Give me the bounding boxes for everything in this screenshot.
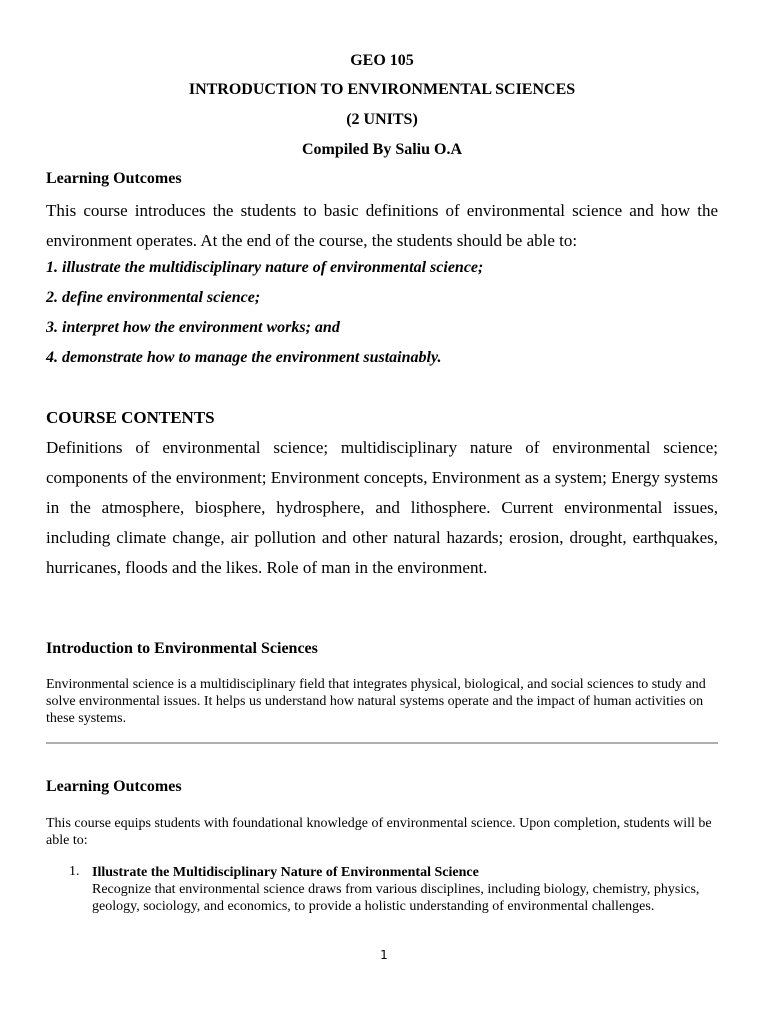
- list-item-text: Recognize that environmental science draws from various disciplines, including biology, chemistry, physics, geology, sociology, and economics, to provide a holistic understanding of environmental challenges.: [92, 882, 700, 914]
- objective-item: 4. demonstrate how to manage the environment sustainably.: [46, 349, 442, 366]
- course-contents-heading: COURSE CONTENTS: [46, 408, 215, 427]
- learning-outcomes-heading: Learning Outcomes: [46, 170, 182, 187]
- learning-outcomes-2-heading: Learning Outcomes: [46, 778, 182, 795]
- learning-outcomes-intro: This course introduces the students to basic definitions of environmental science and how the environment operates. At the end of the course, the students should be able to:: [46, 201, 718, 250]
- list-item-title: Illustrate the Multidisciplinary Nature of Environmental Science: [92, 865, 479, 880]
- course-contents-text: Definitions of environmental science; multidisciplinary nature of environmental science; components of the environment; Environment concepts, Environment as a system; Energy systems in the atmosphere, biosphere, hydrosphere, and lithosphere. Current environmental issues, including climate change, air pollution and other natural hazards; erosion, drought, earthquakes, hurricanes, floods and the likes. Role of man in the environment.: [46, 438, 718, 577]
- course-units: (2 UNITS): [346, 111, 418, 128]
- course-code: GEO 105: [350, 52, 414, 69]
- page-number: 1: [380, 948, 388, 962]
- compiled-by: Compiled By Saliu O.A: [301, 141, 463, 158]
- introduction-heading: Introduction to Environmental Sciences: [46, 640, 318, 657]
- course-title: INTRODUCTION TO ENVIRONMENTAL SCIENCES: [188, 81, 576, 98]
- section-divider: [46, 742, 718, 744]
- objective-item: 1. illustrate the multidisciplinary nature of environmental science;: [46, 259, 484, 276]
- learning-outcomes-2-intro: This course equips students with foundational knowledge of environmental science. Upon completion, students will be able to:: [46, 816, 712, 848]
- introduction-text: Environmental science is a multidisciplinary field that integrates physical, biological, and social sciences to study and solve environmental issues. It helps us understand how natural systems operate and the impact of human activities on these systems.: [46, 677, 706, 726]
- objective-item: 2. define environmental science;: [46, 289, 261, 306]
- list-item-number: 1.: [69, 864, 80, 879]
- objective-item: 3. interpret how the environment works; and: [46, 319, 340, 336]
